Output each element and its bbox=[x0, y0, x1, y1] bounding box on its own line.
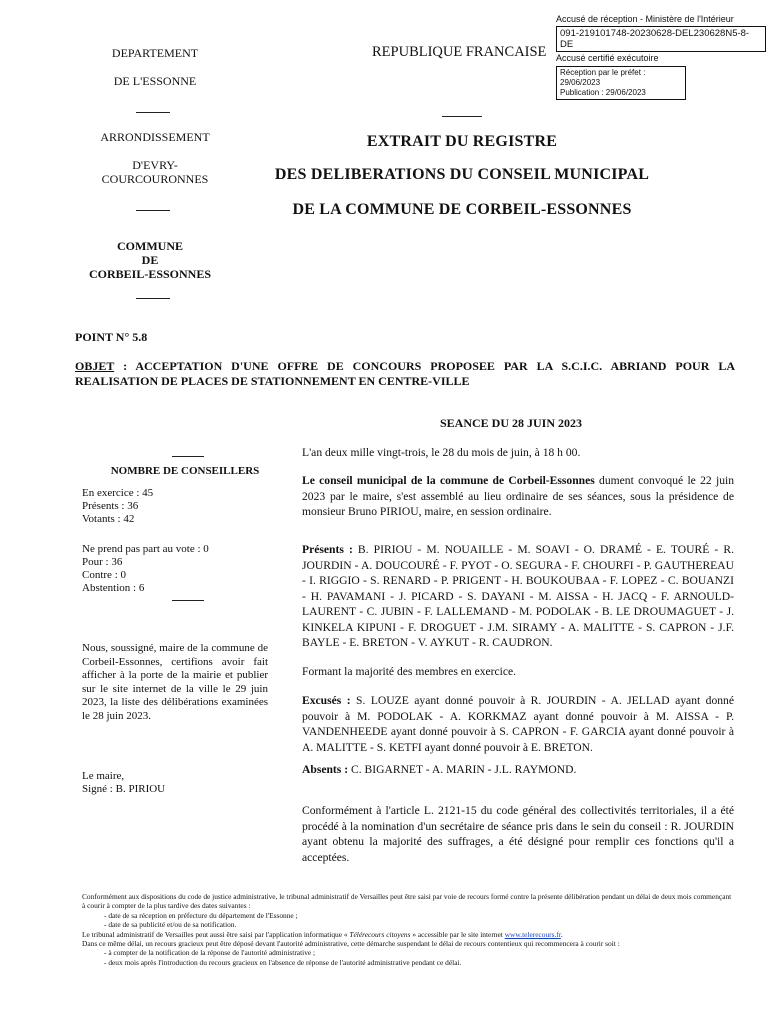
stamp-line2: Accusé certifié exécutoire bbox=[556, 53, 659, 63]
conseillers-counts bbox=[82, 487, 153, 526]
vote-nepp: Ne prend pas part au vote : 0 bbox=[82, 543, 209, 555]
title-line2: DES DELIBERATIONS DU CONSEIL MUNICIPAL bbox=[274, 166, 650, 183]
signature-block bbox=[82, 770, 165, 796]
count-votants: Votants : 42 bbox=[82, 513, 135, 525]
footer-telerecours-mid: » accessible par le site internet bbox=[410, 929, 505, 939]
commune-label: COMMUNE bbox=[117, 239, 183, 253]
divider bbox=[136, 112, 170, 113]
seance-date: SEANCE DU 28 JUIN 2023 bbox=[440, 416, 583, 430]
convocation-paragraph bbox=[302, 473, 734, 520]
majorite-line: Formant la majorité des membres en exercice. bbox=[302, 665, 517, 678]
divider bbox=[172, 600, 204, 601]
footer-gracieux-a: - à compter de la notification de la réponse de l'autorité administrative ; bbox=[104, 948, 732, 957]
stamp-reception: Réception par le préfet : 29/06/2023 bbox=[560, 68, 646, 87]
divider bbox=[172, 456, 204, 457]
reception-stamp bbox=[556, 14, 766, 100]
presents-list: B. PIRIOU - M. NOUAILLE - M. SOAVI - O. DRAMÉ - E. TOURÉ - R. JOURDIN - A. DOUCOURÉ - F. PYOT - O. SEGURA - F. CHOURFI - P. GAUTHEREAU - I. RIGGIO - S. RENARD - P. PRIGENT - H. BOUKOUBAA - F. LOPEZ - C. BOUANZI - H. PAVAMANI - J. PICARD - S. DAYANI - M. AISSA - H. JACQ - F. ARNOULD-LAURENT - C. JUBIN - F. LALLEMAND - M. PODOLAK - B. LE DROUMAGUET - J. KINKELA KIPUNI - F. DROGUET - J.M. SIRAMY - A. MALITTE - S. CAPRON - J.F. BAYLE - E. BRETON - V. AYKUT - R. CAUDRON. bbox=[302, 543, 734, 649]
title-line3: DE LA COMMUNE DE CORBEIL-ESSONNES bbox=[292, 201, 632, 218]
footer-telerecours-pre: Le tribunal administratif de Versailles peut aussi être saisi par l'application informatique « bbox=[82, 929, 350, 939]
vote-contre: Contre : 0 bbox=[82, 569, 126, 581]
absents-paragraph bbox=[302, 762, 734, 778]
objet bbox=[75, 359, 735, 389]
footer-gracieux-b: - deux mois après l'introduction du recours gracieux en l'absence de réponse de l'autorité administrative pendant ce délai. bbox=[104, 958, 732, 967]
conseil-bold: Le conseil municipal de la commune de Corbeil-Essonnes bbox=[302, 474, 595, 487]
footer-recours-a: - date de sa réception en préfecture du département de l'Essonne ; bbox=[104, 911, 732, 920]
absents-list: C. BIGARNET - A. MARIN - J.L. RAYMOND. bbox=[348, 763, 577, 776]
conseillers-heading: NOMBRE DE CONSEILLERS bbox=[110, 465, 260, 477]
legal-footer bbox=[82, 892, 732, 967]
vote-counts bbox=[82, 543, 209, 595]
footer-recours-b: - date de sa publicité et/ou de sa notification. bbox=[104, 920, 732, 929]
convocation-text: dument convoqué le 22 juin 2023 par le maire, s'est assemblé au lieu ordinaire de ses séances, sous la présidence de monsieur Bruno PIRIOU, maire, en session ordinaire. bbox=[302, 474, 735, 518]
dept-name: DE L'ESSONNE bbox=[113, 74, 197, 88]
signe-label: Signé : B. PIRIOU bbox=[82, 783, 166, 795]
excuses-label: Excusés : bbox=[302, 694, 351, 707]
footer-recours: Conformément aux dispositions du code de justice administrative, le tribunal administratif de Versailles peut être saisi par voie de recours formé contre la présente délibération pendant un délai de deux mois commençant à courir à compter de la plus tardive des dates suivantes : bbox=[82, 892, 732, 911]
stamp-reference: 091-219101748-20230628-DEL230628N5-8-DE bbox=[556, 26, 766, 52]
title-line1: EXTRAIT DU REGISTRE bbox=[366, 133, 558, 150]
republic-label: REPUBLIQUE FRANCAISE bbox=[372, 44, 547, 60]
maire-label: Le maire, bbox=[82, 770, 125, 782]
point-number: POINT N° 5.8 bbox=[75, 330, 148, 344]
objet-label: OBJET bbox=[75, 359, 115, 373]
divider bbox=[442, 116, 482, 117]
commune-de: DE bbox=[141, 253, 159, 267]
vote-pour: Pour : 36 bbox=[82, 556, 123, 568]
stamp-publication: Publication : 29/06/2023 bbox=[560, 88, 646, 97]
secretaire-paragraph: Conformément à l'article L. 2121-15 du code général des collectivités territoriales, il a été procédé à la nomination d'un secrétaire de séance pris dans le sein du conseil : R. JOURDIN ayant obtenu la majorité des suffrages, a été désigné pour remplir ces fonctions qu'il a acceptées. bbox=[302, 804, 734, 864]
presents-label: Présents : bbox=[302, 543, 353, 556]
footer-telerecours-name: Télérecours citoyens bbox=[349, 929, 411, 939]
footer-gracieux: Dans ce même délai, un recours gracieux peut être déposé devant l'autorité administrative, cette démarche suspendant le délai de recours contentieux qui recommencera à courir soit : bbox=[82, 939, 620, 949]
dept-label: DEPARTEMENT bbox=[111, 46, 199, 60]
divider bbox=[136, 298, 170, 299]
objet-text: : ACCEPTATION D'UNE OFFRE DE CONCOURS PROPOSEE PAR LA S.C.I.C. ABRIAND POUR LA REALISATION DE PLACES DE STATIONNEMENT EN CENTRE-VILLE bbox=[75, 359, 735, 388]
count-presents: Présents : 36 bbox=[82, 500, 139, 512]
divider bbox=[136, 210, 170, 211]
excuses-paragraph bbox=[302, 693, 734, 755]
intro-date: L'an deux mille vingt-trois, le 28 du mois de juin, à 18 h 00. bbox=[302, 446, 581, 459]
telerecours-link[interactable]: www.telerecours.fr bbox=[504, 929, 561, 939]
excuses-list: S. LOUZE ayant donné pouvoir à R. JOURDIN - A. JELLAD ayant donné pouvoir à M. PODOLAK - A. KORKMAZ ayant donné pouvoir à M. AISSA - P. VANDENHEEDE ayant donné pouvoir à S. CAPRON - F. GARCIA ayant donné pouvoir à A. MALITTE - S. KETFI ayant donné pouvoir à E. BRETON. bbox=[302, 694, 734, 754]
absents-label: Absents : bbox=[302, 763, 349, 776]
vote-abstention: Abstention : 6 bbox=[82, 582, 145, 594]
certification-text: Nous, soussigné, maire de la commune de Corbeil-Essonnes, certifions avoir fait afficher à la porte de la mairie et publier sur le site internet de la ville le 29 juin 2023, la liste des délibérations examinées le 28 juin 2023. bbox=[82, 642, 268, 722]
commune-name: CORBEIL-ESSONNES bbox=[88, 267, 212, 281]
footer-telerecours bbox=[82, 930, 732, 939]
presents-paragraph bbox=[302, 542, 734, 651]
footer-telerecours-end: . bbox=[560, 929, 563, 939]
stamp-line1: Accusé de réception - Ministère de l'Intérieur bbox=[556, 14, 734, 24]
count-exercice: En exercice : 45 bbox=[82, 487, 154, 499]
arr-name: D'EVRY- COURCOURONNES bbox=[101, 158, 209, 186]
stamp-dates-box bbox=[556, 66, 686, 100]
arr-label: ARRONDISSEMENT bbox=[100, 130, 210, 144]
